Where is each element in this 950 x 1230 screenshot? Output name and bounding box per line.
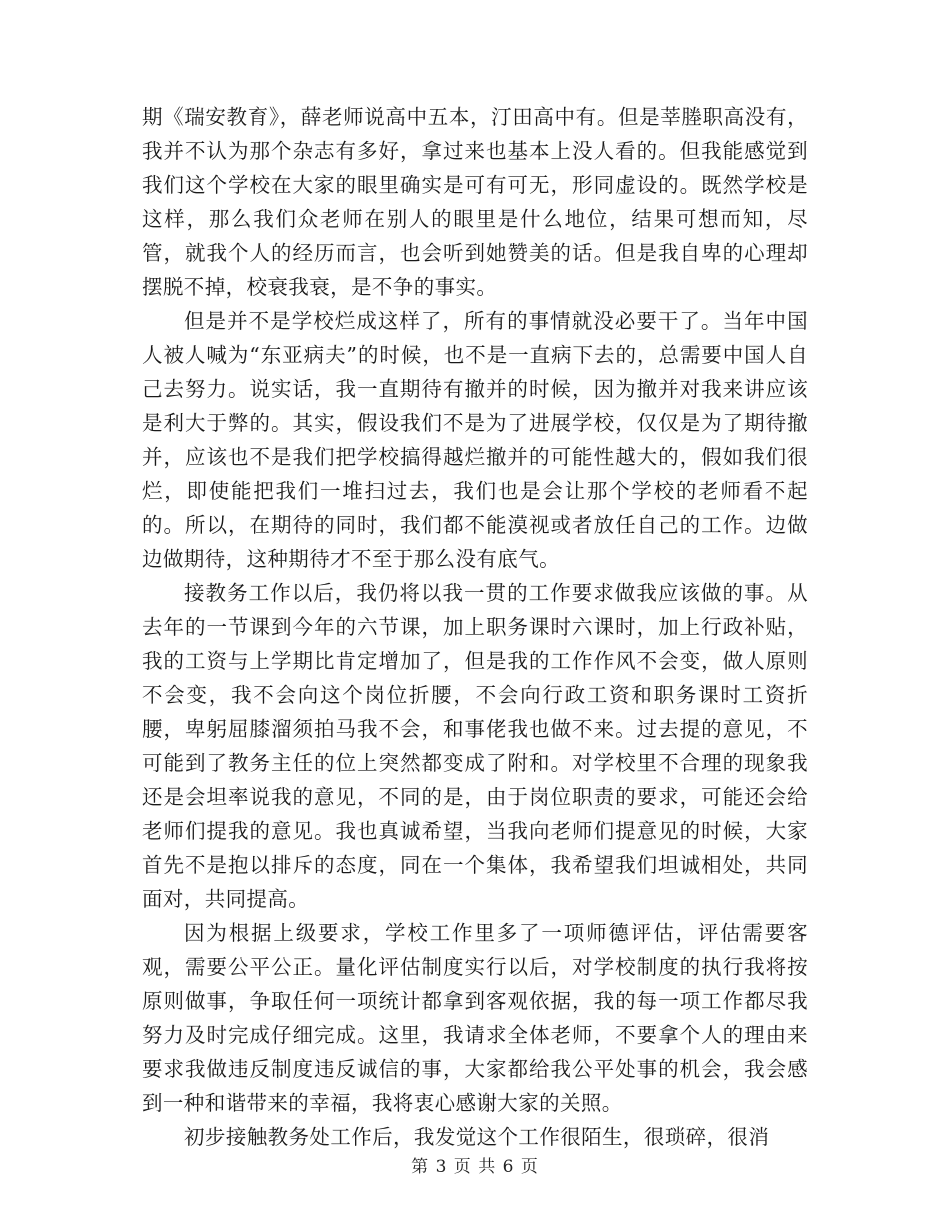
paragraph-5: 初步接触教务处工作后，我发觉这个工作很陌生，很琐碎，很消 (184, 1125, 770, 1149)
paragraph-4: 因为根据上级要求，学校工作里多了一项师德评估，评估需要客观，需要公平公正。量化评估制度实行以后，对学校制度的执行我将按原则做事，争取任何一项统计都拿到客观依据，我的每一项工作都尽我努力及时完成仔细完成。这里，我请求全体老师，不要拿个人的理由来要求我做违反制度违反诚信的事，大家都给我公平处事的机会，我会感到一种和谐带来的幸福，我将衷心感谢大家的关照。 (142, 921, 808, 1115)
document-body (142, 100, 808, 1154)
paragraph-3: 接教务工作以后，我仍将以我一贯的工作要求做我应该做的事。从去年的一节课到今年的六节课，加上职务课时六课时，加上行政补贴，我的工资与上学期比肯定增加了，但是我的工作作风不会变，做人原则不会变，我不会向这个岗位折腰，不会向行政工资和职务课时工资折腰，卑躬屈膝溜须拍马我不会，和事佬我也做不来。过去提的意见，不可能到了教务主任的位上突然都变成了附和。对学校里不合理的现象我还是会坦率说我的意见，不同的是，由于岗位职责的要求，可能还会给老师们提我的意见。我也真诚希望，当我向老师们提意见的时候，大家首先不是抱以排斥的态度，同在一个集体，我希望我们坦诚相处，共同面对，共同提高。 (142, 581, 808, 911)
page-number-footer: 第 3 页 共 6 页 (411, 1157, 539, 1177)
paragraph-1: 期《瑞安教育》，薛老师说高中五本，汀田高中有。但是莘塍职高没有，我并不认为那个杂志有多好，拿过来也基本上没人看的。但我能感觉到我们这个学校在大家的眼里确实是可有可无，形同虚设的。既然学校是这样，那么我们众老师在别人的眼里是什么地位，结果可想而知，尽管，就我个人的经历而言，也会听到她赞美的话。但是我自卑的心理却摆脱不掉，校衰我衰，是不争的事实。 (142, 105, 808, 299)
paragraph-2: 但是并不是学校烂成这样了，所有的事情就没必要干了。当年中国人被人喊为“东亚病夫”的时候，也不是一直病下去的，总需要中国人自己去努力。说实话，我一直期待有撤并的时候，因为撤并对我来讲应该是利大于弊的。其实，假设我们不是为了进展学校，仅仅是为了期待撤并，应该也不是我们把学校搞得越烂撤并的可能性越大的，假如我们很烂，即使能把我们一堆扫过去，我们也是会让那个学校的老师看不起的。所以，在期待的同时，我们都不能漠视或者放任自己的工作。边做边做期待，这种期待才不至于那么没有底气。 (142, 309, 808, 571)
